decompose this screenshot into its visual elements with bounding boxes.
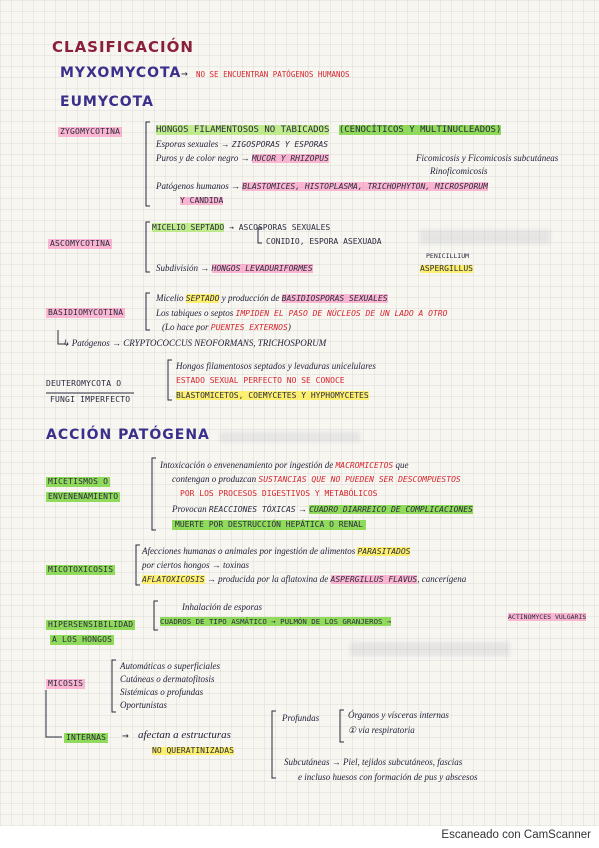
subcutaneas-line-2: e incluso huesos con formación de pus y abscesos — [298, 772, 478, 782]
basidio-lo-hace-text: (Lo hace por — [162, 322, 211, 332]
ascomycotina-label: ASCOMYCOTINA — [50, 239, 111, 248]
hiper-actinomyces-text — [508, 613, 588, 621]
micotox-line-1 — [142, 547, 410, 556]
zygo-esporas-text: Esporas sexuales → — [156, 139, 232, 149]
micosis-item-3: Sistémicas o profundas — [120, 687, 204, 697]
micosis-item-4: Oportunistas — [120, 700, 168, 710]
arrow-icon: → — [295, 504, 310, 514]
micetismo-contengan-text: contengan o produzcan — [172, 474, 259, 484]
deuteromycota-label: DEUTEROMYCOTA O — [46, 379, 122, 388]
asco-line-1 — [152, 224, 330, 232]
ghost-text-smudge — [420, 230, 550, 244]
myxomycota-note: NO SE ENCUENTRAN PATÓGENOS HUMANOS — [196, 70, 350, 79]
zygo-line-1 — [156, 126, 501, 135]
micotox-aspergillus-text: ASPERGILLUS FLAVUS — [330, 575, 418, 584]
micetismo-line-1 — [160, 461, 409, 470]
zygo-cenociticos-text: (CENOCÍTICOS Y MULTINUCLEADOS) — [338, 125, 502, 135]
micotox-line-3 — [142, 575, 466, 584]
hiper-line-2 — [160, 618, 391, 625]
basidio-micelio-text: Micelio — [156, 293, 186, 303]
zygo-blastomices-text: BLASTOMICES, HISTOPLASMA, TRICHOPHYTON, MICROSPORUM — [242, 182, 488, 191]
hipersensibilidad-label: HIPERSENSIBILIDAD — [48, 620, 134, 629]
asco-line-3 — [156, 264, 313, 273]
accion-patogena-title: ACCIÓN PATÓGENA — [46, 427, 210, 443]
zygo-patogenos-text: Patógenos humanos → — [156, 181, 243, 191]
subcutaneas-line-1: Subcutáneas → Piel, tejidos subcutáneos, fascias — [284, 757, 463, 767]
hiper-actinomyces-label: ACTINOMYCES VULGARIS — [508, 613, 587, 621]
micosis-item-2: Cutáneas o dermatofitosis — [120, 674, 215, 684]
micotox-afecciones-text: Afecciones humanas o animales por ingestión de alimentos — [142, 546, 358, 556]
hiper-cuadros-text: CUADROS DE TIPO ASMÁTICO → PULMÓN DE LOS GRANJEROS → — [160, 617, 392, 626]
basidio-line-2 — [156, 309, 447, 318]
zygo-line-3 — [156, 154, 329, 163]
deutero-blastomicetos-text: BLASTOMICETOS, COEMYCETES Y HYPHOMYCETES — [176, 391, 369, 400]
basidio-close-paren: ) — [287, 322, 291, 332]
envenenamiento-label: ENVENENAMIENTO — [48, 492, 119, 501]
asco-line-2 — [266, 238, 382, 246]
micotox-ciertos-text: por ciertos hongos — [142, 560, 212, 570]
myxomycota-label: MYXOMYCOTA — [60, 65, 182, 81]
basidio-septado-text: SEPTADO — [185, 294, 220, 303]
fungi-imperfecto-label: FUNGI IMPERFECTO — [50, 395, 131, 404]
micotox-toxinas-text: → toxinas — [211, 560, 249, 570]
arrow-icon: → — [122, 729, 129, 742]
zygo-puros-text: Puros y de color negro → — [156, 153, 252, 163]
internas-no-queratinizadas-text: NO QUERATINIZADAS — [152, 746, 234, 755]
zygo-rinoficomicosis-text: Rinoficomicosis — [430, 166, 488, 176]
micetismo-reacciones-text: REACCIONES TÓXICAS — [208, 505, 296, 514]
basidio-tabiques-text: Los tabiques o septos — [156, 308, 236, 318]
micetismos-label: MICETISMOS O — [48, 477, 109, 486]
basidio-puentes-text: PUENTES EXTERNOS — [210, 323, 288, 332]
asco-conidio-text: CONIDIO, ESPORA ASEXUADA — [266, 237, 382, 246]
basidiomycotina-label: BASIDIOMYCOTINA — [48, 308, 124, 317]
basidio-patogenos-text: ↳ Patógenos → CRYPTOCOCCUS NEOFORMANS, TRICHOSPORUM — [62, 338, 327, 348]
micetismo-que-text: que — [393, 460, 409, 470]
asco-ascosporas-text: → ASCOSPORAS SEXUALES — [229, 223, 331, 232]
a-los-hongos-label: A LOS HONGOS — [52, 635, 113, 644]
eumycota-label: EUMYCOTA — [60, 94, 154, 110]
micetismo-intoxicacion-text: Intoxicación o envenenamiento por ingestión de — [160, 460, 336, 470]
profundas-via-text: ① vía respiratoria — [348, 725, 415, 735]
micetismo-sustancias-text: SUSTANCIAS QUE NO PUEDEN SER DESCOMPUESTOS — [258, 475, 461, 484]
zygo-candida-text: Y CANDIDA — [180, 196, 224, 205]
page-title: CLASIFICACIÓN — [52, 38, 194, 56]
zygo-zigosporas-text: ZIGOSPORAS Y ESPORAS — [231, 140, 329, 149]
asco-penicillium-text: PENICILLIUM — [426, 252, 470, 260]
micosis-label: MICOSIS — [48, 679, 84, 688]
micetismo-provocan-text: Provocan — [172, 504, 209, 514]
profundas-label: Profundas — [282, 713, 320, 723]
scanner-footer — [0, 826, 599, 848]
zygo-line-4 — [156, 182, 488, 191]
deutero-line-1: Hongos filamentosos septados y levaduras unicelulares — [176, 361, 376, 371]
micetismo-line-5: MUERTE POR DESTRUCCIÓN HEPÁTICA O RENAL — [172, 520, 366, 530]
micotox-aflatoxicosis-text: AFLATOXICOSIS — [142, 575, 205, 584]
micetismo-line-4 — [172, 505, 473, 514]
micotox-cancerigena-text: , cancerígena — [417, 574, 467, 584]
micetismo-line-3: POR LOS PROCESOS DIGESTIVOS Y METABÓLICOS — [180, 489, 378, 498]
deutero-line-3 — [176, 392, 369, 400]
basidio-impiden-text: IMPIDEN EL PASO DE NÚCLEOS DE UN LADO A OTRO — [235, 309, 448, 318]
asco-micelio-text: MICELIO SEPTADO — [152, 223, 225, 232]
micetismo-macromicetos-text: MACROMICETOS — [335, 461, 394, 470]
basidio-line-3 — [162, 323, 291, 332]
micotox-parasitados-text: PARASITADOS — [357, 547, 411, 556]
asco-levaduriformes-text: HONGOS LEVADURIFORMES — [211, 264, 313, 273]
scanner-watermark: Escaneado con CamScanner — [441, 829, 591, 841]
micetismo-cuadro-text: CUADRO DIARREICO DE COMPLICACIONES — [309, 505, 473, 514]
hiper-line-1: Inhalación de esporas — [182, 602, 262, 612]
zygomycotina-label: ZYGOMYCOTINA — [60, 127, 121, 136]
basidio-line-1 — [156, 294, 388, 303]
asco-subdivision-text: Subdivisión → — [156, 263, 212, 273]
zygo-mucor-text: MUCOR Y RHIZOPUS — [251, 154, 329, 163]
asco-aspergillus-text: ASPERGILLUS — [420, 264, 473, 273]
internas-afectan-text: afectan a estructuras — [138, 729, 231, 741]
micotox-producida-text: → producida por la aflatoxina de — [204, 574, 331, 584]
zygo-line-2 — [156, 140, 328, 149]
ghost-text-smudge — [220, 432, 360, 442]
micotox-line-2 — [142, 561, 249, 570]
zygo-hongos-text: HONGOS FILAMENTOSOS NO TABICADOS — [156, 125, 330, 135]
ghost-text-smudge — [350, 642, 510, 656]
internas-label: INTERNAS — [66, 733, 107, 742]
micosis-item-1: Automáticas o superficiales — [120, 661, 220, 671]
deutero-line-2: ESTADO SEXUAL PERFECTO NO SE CONOCE — [176, 376, 345, 385]
zygo-ficomicosis-text: Ficomicosis y Ficomicosis subcutáneas — [416, 153, 559, 163]
micetismo-line-2 — [172, 475, 461, 484]
micotoxicosis-label: MICOTOXICOSIS — [48, 565, 114, 574]
basidio-basidiosporas-text: BASIDIOSPORAS SEXUALES — [281, 294, 388, 303]
profundas-organos-text: Órganos y vísceras internas — [348, 710, 449, 720]
arrow-icon: → — [181, 67, 188, 80]
basidio-produccion-text: y producción de — [219, 293, 282, 303]
